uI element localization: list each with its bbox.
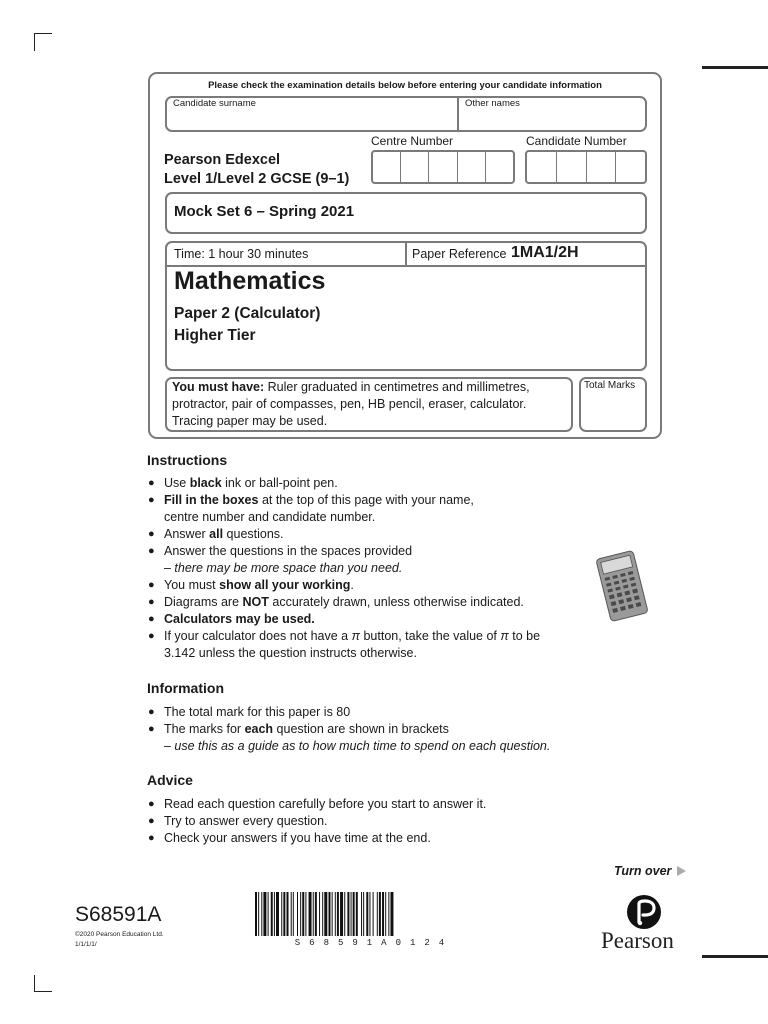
turn-over-label: Turn over [614,864,672,878]
candidate-surname-field[interactable]: Candidate surname [173,98,256,109]
arrow-right-icon [677,866,686,876]
print-code: 1/1/1/1/ [75,941,97,948]
margin-bar-top [702,66,768,69]
advice-heading: Advice [147,772,193,788]
must-have-label: You must have: [172,380,265,394]
list-item: ● Calculators may be used. [147,611,587,628]
must-have-items: Ruler graduated in centimetres and millimetres, protractor, pair of compasses, pen, HB pencil, eraser, calculator. Tracing paper may be used. [172,380,530,428]
crop-mark-top-left [34,33,35,51]
instructions-list [147,475,587,662]
copyright-block [75,930,164,950]
list-item: ● You must show all your working. [147,577,587,594]
paper-reference-label: Paper Reference [412,247,507,261]
calculator-icon [591,548,653,624]
paper-details [174,303,320,347]
list-item: ● The total mark for this paper is 80 [147,704,587,721]
list-item: ● Check your answers if you have time at the end. [147,830,587,847]
time-divider [405,243,407,267]
copyright: ©2020 Pearson Education Ltd. [75,931,164,938]
information-list [147,704,587,755]
paper-name: Paper 2 (Calculator) [174,305,321,322]
instructions-heading: Instructions [147,452,228,468]
list-item: ● Fill in the boxes at the top of this page with your name, [147,492,587,509]
list-item: ● The marks for each question are shown in brackets [147,721,587,738]
subject-title: Mathematics [174,267,326,295]
list-item: ● Use black ink or ball-point pen. [147,475,587,492]
list-item: ● Diagrams are NOT accurately drawn, unless otherwise indicated. [147,594,587,611]
information-heading: Information [147,680,224,696]
list-item: ● If your calculator does not have a π button, take the value of π to be [147,628,587,645]
pearson-logo-icon [626,894,662,930]
list-item: ● Answer all questions. [147,526,587,543]
board-name: Pearson Edexcel [164,152,281,168]
must-have-text [172,379,568,430]
crop-mark-top-left [34,33,52,34]
centre-number-field[interactable] [371,150,515,184]
qualification-level: Level 1/Level 2 GCSE (9–1) [164,171,350,187]
publisher-wordmark: Pearson [601,928,674,953]
paper-code: S68591A [75,903,162,926]
candidate-number-label: Candidate Number [526,134,627,148]
crop-mark-bottom-left [34,991,52,992]
barcode-digits: S68591A0124 [294,938,454,948]
tier: Higher Tier [174,327,256,344]
centre-number-label: Centre Number [371,134,454,148]
list-item-continuation: 3.142 unless the question instructs otherwise. [164,646,417,660]
candidate-number-field[interactable] [525,150,647,184]
exam-board [164,151,349,189]
barcode [255,892,493,936]
list-item-continuation: – there may be more space than you need. [164,561,403,575]
total-marks-label: Total Marks [584,380,636,391]
mock-title: Mock Set 6 – Spring 2021 [174,203,355,220]
paper-reference: 1MA1/2H [511,244,579,261]
list-item: ● Try to answer every question. [147,813,587,830]
header-notice: Please check the examination details below before entering your candidate information [208,80,602,91]
list-item-continuation: centre number and candidate number. [164,510,376,524]
name-divider [457,97,459,131]
crop-mark-bottom-left [34,975,35,992]
list-item-continuation: – use this as a guide as to how much time to spend on each question. [164,739,551,753]
advice-list [147,796,587,847]
exam-time: Time: 1 hour 30 minutes [174,247,309,261]
list-item: ● Read each question carefully before you start to answer it. [147,796,587,813]
margin-bar-bottom [702,955,768,958]
list-item: ● Answer the questions in the spaces provided [147,543,587,560]
other-names-field[interactable]: Other names [465,98,520,109]
